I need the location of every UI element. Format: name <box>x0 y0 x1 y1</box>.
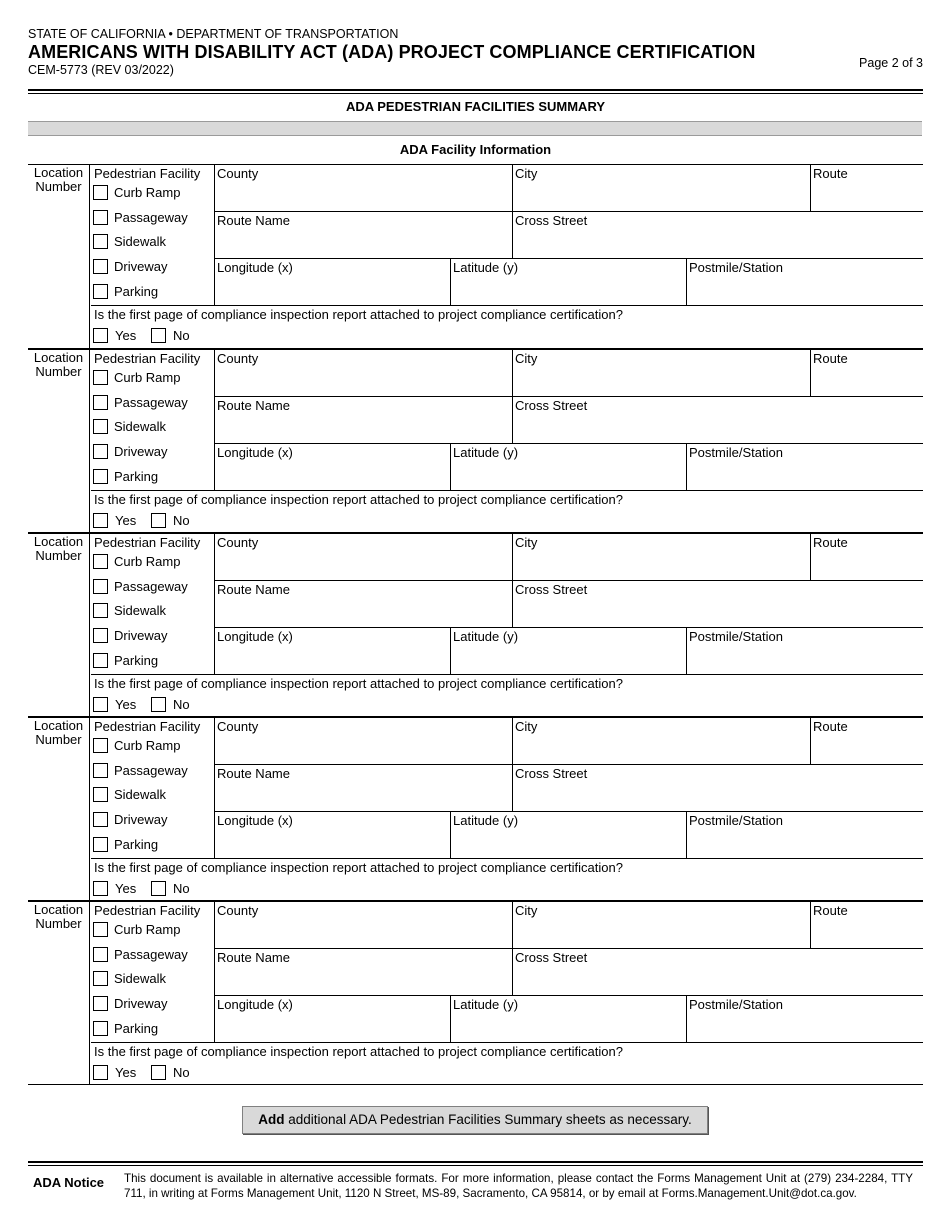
latitude-label: Latitude (y) <box>453 813 519 828</box>
section-title: ADA PEDESTRIAN FACILITIES SUMMARY <box>345 99 606 114</box>
pedestrian-facility-group <box>91 902 215 1042</box>
footer-divider <box>28 1161 923 1163</box>
county-field[interactable] <box>214 534 513 581</box>
facility-block <box>28 348 923 532</box>
city-label: City <box>515 535 538 550</box>
city-field[interactable] <box>512 902 811 949</box>
driveway-checkbox[interactable] <box>93 996 108 1011</box>
sidewalk-checkbox[interactable] <box>93 971 108 986</box>
postmile-label: Postmile/Station <box>689 997 783 1012</box>
facility-block <box>28 164 923 348</box>
route-label: Route <box>813 351 848 366</box>
facility-option-driveway[interactable] <box>93 993 167 1013</box>
postmile-field[interactable] <box>686 996 923 1042</box>
route-name-label: Route Name <box>217 398 290 413</box>
cross-street-label: Cross Street <box>515 582 588 597</box>
no-option[interactable] <box>151 881 190 896</box>
facility-option-sidewalk[interactable] <box>93 784 166 804</box>
route-field[interactable] <box>810 718 923 765</box>
header-divider-thin <box>28 93 923 94</box>
no-label: No <box>173 697 190 712</box>
latitude-label: Latitude (y) <box>453 997 519 1012</box>
county-field[interactable] <box>214 350 513 397</box>
facility-option-curb-ramp[interactable] <box>93 367 180 387</box>
location-number-field[interactable] <box>28 902 90 1085</box>
sidewalk-checkbox[interactable] <box>93 603 108 618</box>
facility-option-parking[interactable] <box>93 650 158 670</box>
location-number-field[interactable] <box>28 350 90 533</box>
no-checkbox[interactable] <box>151 513 166 528</box>
question-text: Is the first page of compliance inspection report attached to project compliance certification? <box>94 492 623 507</box>
city-field[interactable] <box>512 718 811 765</box>
county-label: County <box>217 903 259 918</box>
curb-ramp-label: Curb Ramp <box>114 184 181 200</box>
facility-option-sidewalk[interactable] <box>93 231 166 251</box>
facility-option-parking[interactable] <box>93 281 158 301</box>
route-field[interactable] <box>810 902 923 949</box>
add-note-bold: Add <box>258 1112 285 1127</box>
longitude-field[interactable] <box>214 812 451 858</box>
cross-street-label: Cross Street <box>515 398 588 413</box>
route-name-field[interactable] <box>214 581 513 628</box>
no-label: No <box>173 1065 190 1080</box>
no-option[interactable] <box>151 1065 190 1080</box>
question-text: Is the first page of compliance inspection report attached to project compliance certification? <box>94 860 623 875</box>
pedestrian-facility-label: Pedestrian Facility <box>94 351 201 366</box>
facility-option-passageway[interactable] <box>93 576 188 596</box>
curb-ramp-checkbox[interactable] <box>93 738 108 753</box>
city-label: City <box>515 903 538 918</box>
city-field[interactable] <box>512 534 811 581</box>
subsection-title: ADA Facility Information <box>399 142 552 157</box>
curb-ramp-checkbox[interactable] <box>93 554 108 569</box>
location-number-label: Location Number <box>33 718 84 747</box>
city-field[interactable] <box>512 350 811 397</box>
yes-label: Yes <box>115 1065 137 1080</box>
facility-block <box>28 716 923 900</box>
pedestrian-facility-group <box>91 350 215 490</box>
no-label: No <box>173 328 190 343</box>
route-label: Route <box>813 535 848 550</box>
cross-street-field[interactable] <box>512 581 923 628</box>
passageway-checkbox[interactable] <box>93 947 108 962</box>
route-label: Route <box>813 719 848 734</box>
location-number-field[interactable] <box>28 534 90 717</box>
form-header <box>28 27 923 77</box>
pedestrian-facility-label: Pedestrian Facility <box>94 166 201 181</box>
cross-street-label: Cross Street <box>515 766 588 781</box>
curb-ramp-checkbox[interactable] <box>93 185 108 200</box>
cross-street-field[interactable] <box>512 765 923 812</box>
inspection-report-question <box>91 858 923 901</box>
passageway-checkbox[interactable] <box>93 579 108 594</box>
passageway-checkbox[interactable] <box>93 210 108 225</box>
question-text: Is the first page of compliance inspection report attached to project compliance certification? <box>94 1044 623 1059</box>
facility-option-passageway[interactable] <box>93 944 188 964</box>
header-divider <box>28 89 923 91</box>
route-field[interactable] <box>810 165 923 212</box>
yes-label: Yes <box>115 881 137 896</box>
route-field[interactable] <box>810 534 923 581</box>
city-label: City <box>515 351 538 366</box>
question-text: Is the first page of compliance inspection report attached to project compliance certification? <box>94 676 623 691</box>
facility-option-driveway[interactable] <box>93 441 167 461</box>
longitude-label: Longitude (x) <box>217 260 293 275</box>
curb-ramp-label: Curb Ramp <box>114 921 181 937</box>
cross-street-field[interactable] <box>512 397 923 444</box>
postmile-field[interactable] <box>686 259 923 305</box>
yes-checkbox[interactable] <box>93 1065 108 1080</box>
latitude-field[interactable] <box>450 628 687 674</box>
curb-ramp-label: Curb Ramp <box>114 553 181 569</box>
cross-street-field[interactable] <box>512 949 923 996</box>
route-name-label: Route Name <box>217 213 290 228</box>
yes-checkbox[interactable] <box>93 881 108 896</box>
page-number: Page 2 of 3 <box>859 56 923 70</box>
driveway-checkbox[interactable] <box>93 628 108 643</box>
route-name-field[interactable] <box>214 949 513 996</box>
sidewalk-label: Sidewalk <box>114 233 167 249</box>
latitude-label: Latitude (y) <box>453 445 519 460</box>
facility-option-parking[interactable] <box>93 1018 158 1038</box>
postmile-label: Postmile/Station <box>689 260 783 275</box>
footer-divider-thin <box>28 1165 923 1166</box>
curb-ramp-label: Curb Ramp <box>114 369 181 385</box>
postmile-label: Postmile/Station <box>689 813 783 828</box>
no-option[interactable] <box>151 697 190 712</box>
sidewalk-checkbox[interactable] <box>93 787 108 802</box>
no-label: No <box>173 513 190 528</box>
county-field[interactable] <box>214 902 513 949</box>
city-label: City <box>515 719 538 734</box>
inspection-report-question <box>91 674 923 717</box>
location-number-field[interactable] <box>28 718 90 901</box>
yes-label: Yes <box>115 513 137 528</box>
longitude-field[interactable] <box>214 444 451 490</box>
facility-option-sidewalk[interactable] <box>93 416 166 436</box>
parking-checkbox[interactable] <box>93 837 108 852</box>
cross-street-label: Cross Street <box>515 213 588 228</box>
parking-label: Parking <box>114 283 159 299</box>
facility-blocks <box>28 164 923 1085</box>
passageway-checkbox[interactable] <box>93 395 108 410</box>
yes-option[interactable] <box>93 881 136 896</box>
yes-checkbox[interactable] <box>93 697 108 712</box>
passageway-label: Passageway <box>114 394 188 410</box>
longitude-field[interactable] <box>214 628 451 674</box>
driveway-label: Driveway <box>114 258 168 274</box>
location-number-field[interactable] <box>28 165 90 348</box>
driveway-label: Driveway <box>114 811 168 827</box>
sidewalk-label: Sidewalk <box>114 786 167 802</box>
cross-street-field[interactable] <box>512 212 923 259</box>
facility-option-passageway[interactable] <box>93 392 188 412</box>
parking-label: Parking <box>114 468 159 484</box>
facility-option-driveway[interactable] <box>93 256 167 276</box>
inspection-report-question <box>91 1042 923 1085</box>
yes-checkbox[interactable] <box>93 513 108 528</box>
yes-option[interactable] <box>93 513 136 528</box>
facility-option-sidewalk[interactable] <box>93 600 166 620</box>
parking-label: Parking <box>114 1020 159 1036</box>
location-number-label: Location Number <box>33 534 84 563</box>
ada-notice-label: ADA Notice <box>33 1175 105 1190</box>
postmile-field[interactable] <box>686 812 923 858</box>
curb-ramp-label: Curb Ramp <box>114 737 181 753</box>
sidewalk-label: Sidewalk <box>114 970 167 986</box>
facility-option-driveway[interactable] <box>93 625 167 645</box>
county-label: County <box>217 719 259 734</box>
passageway-label: Passageway <box>114 946 188 962</box>
facility-option-curb-ramp[interactable] <box>93 551 180 571</box>
ada-notice-text: This document is available in alternative accessible formats. For more information, please contact the Forms Management Unit at (279) 234-2284, TTY 711, in writing at Forms Management Unit, 1120 N Street, MS-89, Sacramento, CA 95814, or by email at Forms.Management.Unit@dot.ca.gov. <box>124 1172 913 1200</box>
route-label: Route <box>813 166 848 181</box>
facility-option-passageway[interactable] <box>93 760 188 780</box>
sidewalk-checkbox[interactable] <box>93 234 108 249</box>
facility-option-driveway[interactable] <box>93 809 167 829</box>
longitude-field[interactable] <box>214 996 451 1042</box>
inspection-report-question <box>91 305 923 348</box>
yes-option[interactable] <box>93 328 136 343</box>
curb-ramp-checkbox[interactable] <box>93 370 108 385</box>
form-number: CEM-5773 (REV 03/2022) <box>28 63 174 77</box>
passageway-label: Passageway <box>114 209 188 225</box>
sidewalk-label: Sidewalk <box>114 418 167 434</box>
route-name-label: Route Name <box>217 766 290 781</box>
postmile-label: Postmile/Station <box>689 629 783 644</box>
longitude-label: Longitude (x) <box>217 445 293 460</box>
driveway-label: Driveway <box>114 627 168 643</box>
county-label: County <box>217 535 259 550</box>
location-number-label: Location Number <box>33 350 84 379</box>
no-checkbox[interactable] <box>151 697 166 712</box>
no-option[interactable] <box>151 328 190 343</box>
longitude-label: Longitude (x) <box>217 813 293 828</box>
route-field[interactable] <box>810 350 923 397</box>
facility-option-parking[interactable] <box>93 466 158 486</box>
longitude-label: Longitude (x) <box>217 997 293 1012</box>
postmile-field[interactable] <box>686 444 923 490</box>
parking-label: Parking <box>114 652 159 668</box>
no-checkbox[interactable] <box>151 881 166 896</box>
yes-option[interactable] <box>93 1065 136 1080</box>
route-label: Route <box>813 903 848 918</box>
latitude-field[interactable] <box>450 259 687 305</box>
yes-checkbox[interactable] <box>93 328 108 343</box>
parking-label: Parking <box>114 836 159 852</box>
county-field[interactable] <box>214 165 513 212</box>
latitude-field[interactable] <box>450 444 687 490</box>
pedestrian-facility-group <box>91 718 215 858</box>
inspection-report-question <box>91 490 923 533</box>
driveway-checkbox[interactable] <box>93 259 108 274</box>
passageway-checkbox[interactable] <box>93 763 108 778</box>
latitude-label: Latitude (y) <box>453 629 519 644</box>
county-label: County <box>217 166 259 181</box>
postmile-label: Postmile/Station <box>689 445 783 460</box>
form-title: AMERICANS WITH DISABILITY ACT (ADA) PROJECT COMPLIANCE CERTIFICATION <box>28 42 756 62</box>
yes-label: Yes <box>115 328 137 343</box>
city-label: City <box>515 166 538 181</box>
add-sheets-note <box>242 1106 708 1134</box>
sidewalk-checkbox[interactable] <box>93 419 108 434</box>
sidewalk-label: Sidewalk <box>114 602 167 618</box>
facility-option-curb-ramp[interactable] <box>93 735 180 755</box>
parking-checkbox[interactable] <box>93 469 108 484</box>
question-text: Is the first page of compliance inspection report attached to project compliance certification? <box>94 307 623 322</box>
route-name-field[interactable] <box>214 212 513 259</box>
latitude-label: Latitude (y) <box>453 260 519 275</box>
yes-label: Yes <box>115 697 137 712</box>
add-note-text: additional ADA Pedestrian Facilities Summary sheets as necessary. <box>284 1112 692 1127</box>
driveway-label: Driveway <box>114 443 168 459</box>
pedestrian-facility-label: Pedestrian Facility <box>94 719 201 734</box>
location-number-label: Location Number <box>33 902 84 931</box>
location-number-label: Location Number <box>33 165 84 194</box>
no-checkbox[interactable] <box>151 328 166 343</box>
passageway-label: Passageway <box>114 578 188 594</box>
county-field[interactable] <box>214 718 513 765</box>
longitude-field[interactable] <box>214 259 451 305</box>
pedestrian-facility-group <box>91 534 215 674</box>
route-name-field[interactable] <box>214 765 513 812</box>
driveway-checkbox[interactable] <box>93 812 108 827</box>
no-checkbox[interactable] <box>151 1065 166 1080</box>
county-label: County <box>217 351 259 366</box>
facility-block <box>28 532 923 716</box>
latitude-field[interactable] <box>450 996 687 1042</box>
pedestrian-facility-label: Pedestrian Facility <box>94 903 201 918</box>
yes-option[interactable] <box>93 697 136 712</box>
postmile-field[interactable] <box>686 628 923 674</box>
parking-checkbox[interactable] <box>93 653 108 668</box>
pedestrian-facility-group <box>91 165 215 305</box>
route-name-label: Route Name <box>217 950 290 965</box>
facility-option-sidewalk[interactable] <box>93 968 166 988</box>
pedestrian-facility-label: Pedestrian Facility <box>94 535 201 550</box>
section-band <box>28 121 922 136</box>
facility-option-parking[interactable] <box>93 834 158 854</box>
driveway-checkbox[interactable] <box>93 444 108 459</box>
facility-option-passageway[interactable] <box>93 207 188 227</box>
latitude-field[interactable] <box>450 812 687 858</box>
route-name-field[interactable] <box>214 397 513 444</box>
parking-checkbox[interactable] <box>93 1021 108 1036</box>
facility-block <box>28 900 923 1085</box>
passageway-label: Passageway <box>114 762 188 778</box>
driveway-label: Driveway <box>114 995 168 1011</box>
no-label: No <box>173 881 190 896</box>
agency-name: STATE OF CALIFORNIA • DEPARTMENT OF TRANSPORTATION <box>28 27 399 41</box>
parking-checkbox[interactable] <box>93 284 108 299</box>
city-field[interactable] <box>512 165 811 212</box>
cross-street-label: Cross Street <box>515 950 588 965</box>
no-option[interactable] <box>151 513 190 528</box>
facility-option-curb-ramp[interactable] <box>93 182 180 202</box>
route-name-label: Route Name <box>217 582 290 597</box>
curb-ramp-checkbox[interactable] <box>93 922 108 937</box>
longitude-label: Longitude (x) <box>217 629 293 644</box>
facility-option-curb-ramp[interactable] <box>93 919 180 939</box>
